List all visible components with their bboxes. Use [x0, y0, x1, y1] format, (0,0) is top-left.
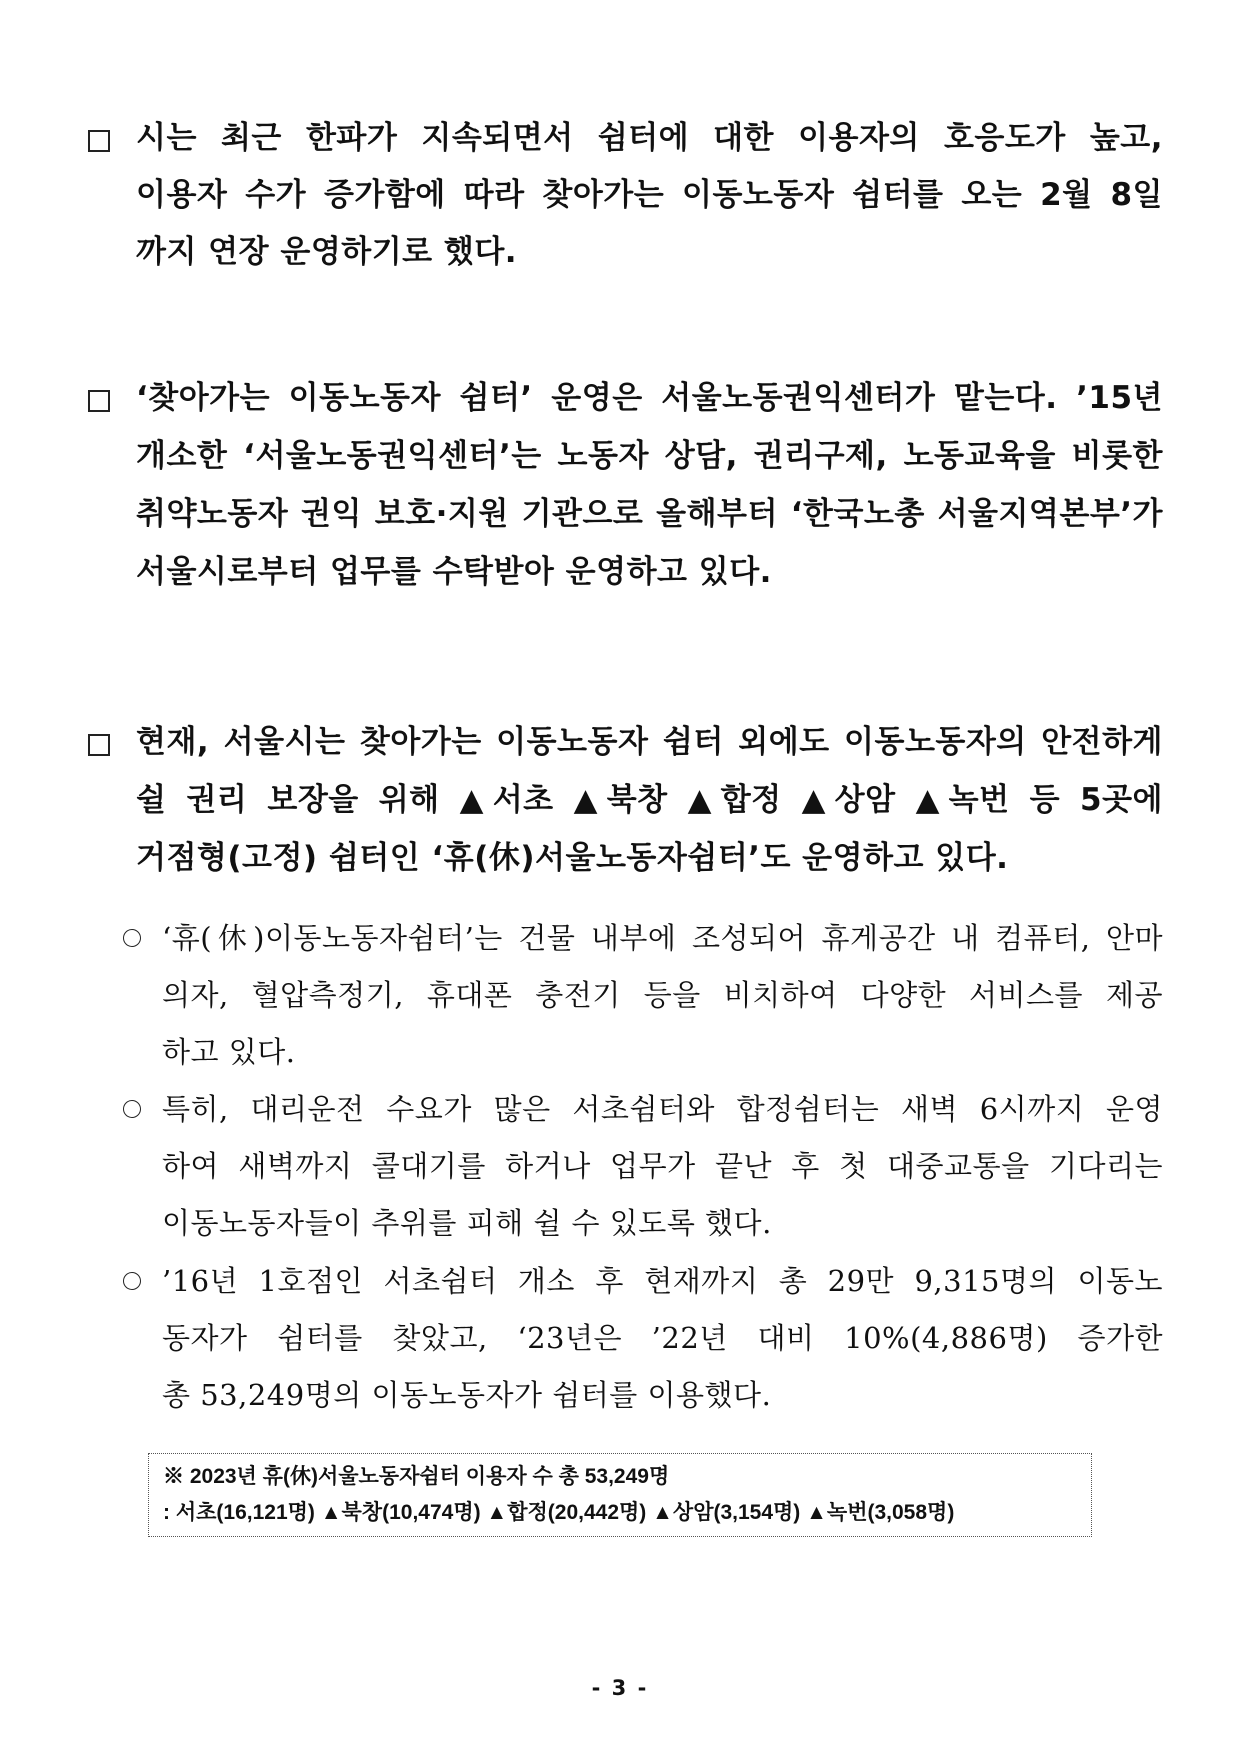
- subitem-line: 하고 있다.: [162, 1035, 296, 1069]
- paragraph-line: 개소한 ‘서울노동권익센터’는 노동자 상담, 권리구제, 노동교육을 비롯한: [136, 438, 1163, 474]
- checkbox-bullet-icon: [88, 734, 110, 756]
- paragraph-line: 쉴 권리 보장을 위해 ▲서초 ▲북창 ▲합정 ▲상암 ▲녹번 등 5곳에: [136, 782, 1163, 818]
- subitem-line: ’16년 1호점인 서초쉼터 개소 후 현재까지 총 29만 9,315명의 이동노: [162, 1264, 1163, 1298]
- circle-bullet-icon: [123, 1272, 141, 1290]
- note-detail: : 서초(16,121명) ▲북창(10,474명) ▲합정(20,442명) ▲상암(3,154명) ▲녹번(3,058명): [163, 1501, 955, 1524]
- subitem-line: ‘휴(休)이동노동자쉼터’는 건물 내부에 조성되어 휴게공간 내 컴퓨터, 안마: [162, 921, 1163, 955]
- subitem-line: 이동노동자들이 추위를 피해 쉴 수 있도록 했다.: [162, 1206, 772, 1240]
- subitem-line: 하여 새벽까지 콜대기를 하거나 업무가 끝난 후 첫 대중교통을 기다리는: [162, 1149, 1163, 1183]
- note-title: ※ 2023년 휴(休)서울노동자쉼터 이용자 수 총 53,249명: [163, 1465, 670, 1488]
- paragraph-line: 시는 최근 한파가 지속되면서 쉼터에 대한 이용자의 호응도가 높고,: [136, 120, 1163, 156]
- checkbox-bullet-icon: [88, 130, 110, 152]
- paragraph-line: 까지 연장 운영하기로 했다.: [136, 234, 518, 270]
- paragraph-line: 현재, 서울시는 찾아가는 이동노동자 쉼터 외에도 이동노동자의 안전하게: [136, 724, 1163, 760]
- paragraph-line: 이용자 수가 증가함에 따라 찾아가는 이동노동자 쉼터를 오는 2월 8일: [136, 177, 1163, 213]
- paragraph-line: 취약노동자 권익 보호·지원 기관으로 올해부터 ‘한국노총 서울지역본부’가: [136, 496, 1163, 532]
- circle-bullet-icon: [123, 1100, 141, 1118]
- subitem-line: 동자가 쉼터를 찾았고, ‘23년은 ’22년 대비 10%(4,886명) 증가한: [162, 1321, 1163, 1355]
- paragraph-line: ‘찾아가는 이동노동자 쉼터’ 운영은 서울노동권익센터가 맡는다. ’15년: [136, 380, 1163, 416]
- subitem-line: 의자, 혈압측정기, 휴대폰 충전기 등을 비치하여 다양한 서비스를 제공: [162, 978, 1163, 1012]
- statistics-note-box: [148, 1453, 1092, 1537]
- page-number: - 3 -: [591, 1676, 649, 1700]
- circle-bullet-icon: [123, 929, 141, 947]
- paragraph-line: 서울시로부터 업무를 수탁받아 운영하고 있다.: [136, 554, 772, 590]
- paragraph-line: 거점형(고정) 쉼터인 ‘휴(休)서울노동자쉼터’도 운영하고 있다.: [136, 840, 1009, 876]
- subitem-line: 총 53,249명의 이동노동자가 쉼터를 이용했다.: [162, 1378, 772, 1412]
- checkbox-bullet-icon: [88, 390, 110, 412]
- subitem-line: 특히, 대리운전 수요가 많은 서초쉼터와 합정쉼터는 새벽 6시까지 운영: [162, 1092, 1163, 1126]
